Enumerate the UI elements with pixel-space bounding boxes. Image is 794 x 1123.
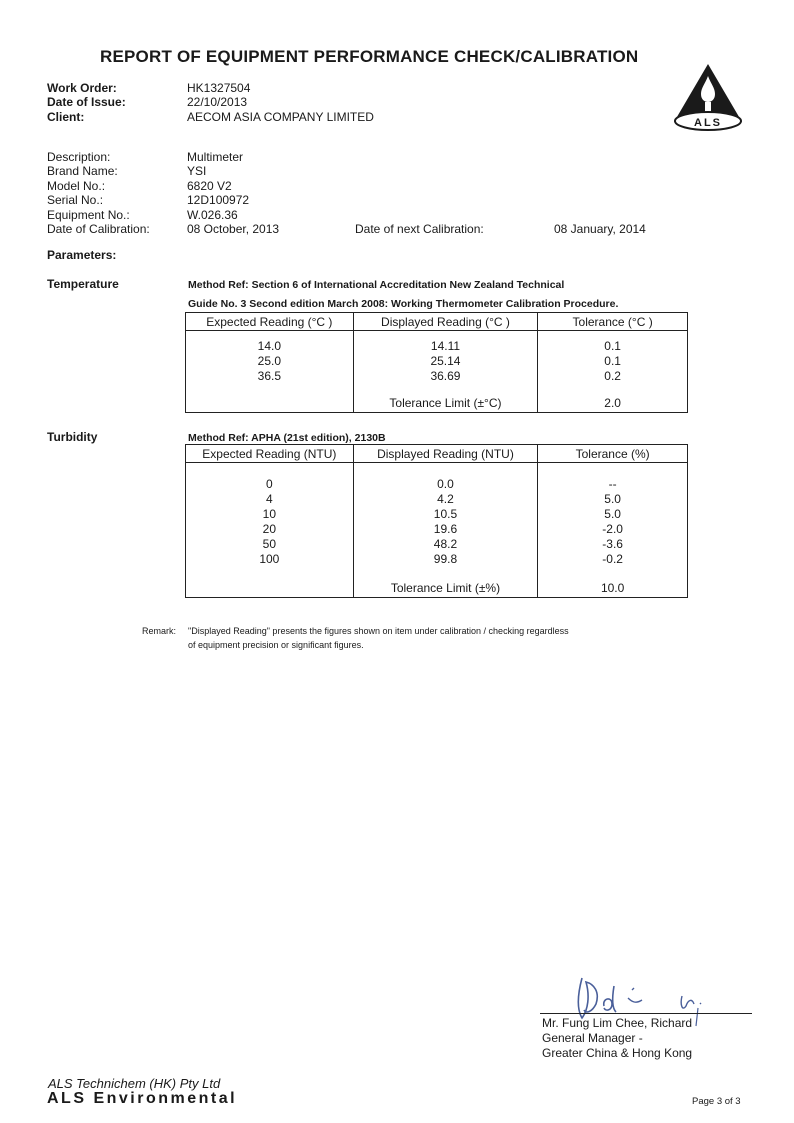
table-row: [186, 369, 688, 384]
turbidity-tolerance-cell: --: [538, 477, 688, 492]
turbidity-tolerance-cell: 5.0: [538, 492, 688, 507]
table-row: [186, 537, 688, 552]
next-calibration-label: Date of next Calibration:: [355, 222, 484, 236]
table-row: [186, 354, 688, 369]
signatory-name: Mr. Fung Lim Chee, Richard: [542, 1016, 693, 1030]
turbidity-method-line1: Method Ref: APHA (21st edition), 2130B: [188, 432, 386, 444]
serial-value: 12D100972: [187, 193, 250, 207]
description-row: [47, 150, 347, 165]
turbidity-displayed-cell: 99.8: [353, 552, 538, 567]
temperature-displayed-cell: 25.14: [353, 354, 538, 369]
brand-label: Brand Name:: [47, 164, 118, 178]
temperature-table: [185, 312, 688, 413]
temperature-expected-cell: 36.5: [186, 369, 354, 384]
temperature-col-expected: Expected Reading (°C ): [186, 313, 354, 331]
next-calibration-value: 08 January, 2014: [554, 222, 646, 236]
temperature-tolerance-cell: 0.1: [538, 339, 688, 354]
turbidity-table: [185, 444, 688, 598]
model-value: 6820 V2: [187, 179, 232, 193]
issue-date-value: 22/10/2013: [187, 95, 248, 109]
temperature-tolerance-cell: 0.2: [538, 369, 688, 384]
temperature-limit-row: [186, 394, 688, 413]
temperature-limit-value: 2.0: [538, 394, 688, 413]
remark-line1: "Displayed Reading" presents the figures shown on item under calibration / checking regardless: [188, 626, 569, 636]
turbidity-limit-value: 10.0: [538, 579, 688, 598]
model-row: [47, 179, 347, 194]
temperature-method-line2: Guide No. 3 Second edition March 2008: Working Thermometer Calibration Procedure.: [188, 298, 619, 310]
calibration-date-value: 08 October, 2013: [187, 222, 280, 236]
issue-date-label: Date of Issue:: [47, 95, 126, 109]
turbidity-displayed-cell: 19.6: [353, 522, 538, 537]
temperature-displayed-cell: 14.11: [353, 339, 538, 354]
turbidity-displayed-cell: 48.2: [353, 537, 538, 552]
parameters-label: Parameters:: [47, 248, 117, 262]
turbidity-limit-label: Tolerance Limit (±%): [353, 579, 538, 598]
table-row: [186, 552, 688, 567]
turbidity-expected-cell: 10: [186, 507, 354, 522]
equipment-label: Equipment No.:: [47, 208, 130, 222]
temperature-displayed-cell: 36.69: [353, 369, 538, 384]
brand-value: YSI: [187, 164, 207, 178]
als-logo: [672, 62, 744, 132]
temperature-method-line1: Method Ref: Section 6 of International Accreditation New Zealand Technical: [188, 279, 565, 291]
client-label: Client:: [47, 110, 85, 124]
calibration-date-row: [47, 222, 347, 237]
temperature-col-tolerance: Tolerance (°C ): [538, 313, 688, 331]
remark-line2: of equipment precision or significant figures.: [188, 640, 364, 650]
temperature-section-label: Temperature: [47, 277, 119, 291]
turbidity-tolerance-cell: -3.6: [538, 537, 688, 552]
calibration-date-label: Date of Calibration:: [47, 222, 150, 236]
turbidity-expected-cell: 0: [186, 477, 354, 492]
als-triangle-logo-icon: [672, 62, 744, 132]
model-label: Model No.:: [47, 179, 106, 193]
signatory-title: General Manager -: [542, 1031, 643, 1045]
turbidity-expected-cell: 100: [186, 552, 354, 567]
temperature-expected-cell: 14.0: [186, 339, 354, 354]
temperature-table-header: [186, 313, 688, 331]
table-spacer-row: [186, 463, 688, 478]
client-row: [47, 110, 467, 125]
table-row: [186, 507, 688, 522]
turbidity-displayed-cell: 0.0: [353, 477, 538, 492]
turbidity-col-tolerance: Tolerance (%): [538, 445, 688, 463]
equipment-row: [47, 208, 347, 223]
table-row: [186, 477, 688, 492]
work-order-value: HK1327504: [187, 81, 251, 95]
brand-row: [47, 164, 347, 179]
temperature-tolerance-cell: 0.1: [538, 354, 688, 369]
issue-date-row: [47, 95, 467, 110]
table-spacer-row: [186, 331, 688, 340]
table-row: [186, 339, 688, 354]
signatory-region: Greater China & Hong Kong: [542, 1046, 693, 1060]
turbidity-tolerance-cell: -0.2: [538, 552, 688, 567]
footer-brand: ALS Environmental: [47, 1090, 238, 1107]
equipment-value: W.026.36: [187, 208, 238, 222]
logo-text: ALS: [694, 117, 722, 129]
turbidity-expected-cell: 50: [186, 537, 354, 552]
turbidity-tolerance-cell: 5.0: [538, 507, 688, 522]
description-label: Description:: [47, 150, 111, 164]
work-order-label: Work Order:: [47, 81, 117, 95]
remark-label: Remark:: [142, 626, 177, 636]
turbidity-tolerance-cell: -2.0: [538, 522, 688, 537]
turbidity-table-header: [186, 445, 688, 463]
serial-row: [47, 193, 347, 208]
report-title: REPORT OF EQUIPMENT PERFORMANCE CHECK/CALIBRATION: [100, 47, 639, 66]
turbidity-expected-cell: 20: [186, 522, 354, 537]
temperature-col-displayed: Displayed Reading (°C ): [353, 313, 538, 331]
work-order-row: [47, 81, 467, 96]
turbidity-section-label: Turbidity: [47, 430, 98, 444]
turbidity-displayed-cell: 4.2: [353, 492, 538, 507]
turbidity-col-displayed: Displayed Reading (NTU): [353, 445, 538, 463]
turbidity-col-expected: Expected Reading (NTU): [186, 445, 354, 463]
description-value: Multimeter: [187, 150, 244, 164]
footer-company: ALS Technichem (HK) Pty Ltd: [48, 1076, 221, 1091]
turbidity-displayed-cell: 10.5: [353, 507, 538, 522]
table-row: [186, 492, 688, 507]
table-spacer-row: [186, 384, 688, 394]
turbidity-limit-row: [186, 579, 688, 598]
temperature-limit-label: Tolerance Limit (±°C): [353, 394, 538, 413]
temperature-expected-cell: 25.0: [186, 354, 354, 369]
table-spacer-row: [186, 567, 688, 579]
table-row: [186, 522, 688, 537]
turbidity-expected-cell: 4: [186, 492, 354, 507]
serial-label: Serial No.:: [47, 193, 104, 207]
signature-line: [540, 1013, 752, 1014]
client-value: AECOM ASIA COMPANY LIMITED: [187, 110, 374, 124]
page-number: Page 3 of 3: [692, 1096, 741, 1107]
